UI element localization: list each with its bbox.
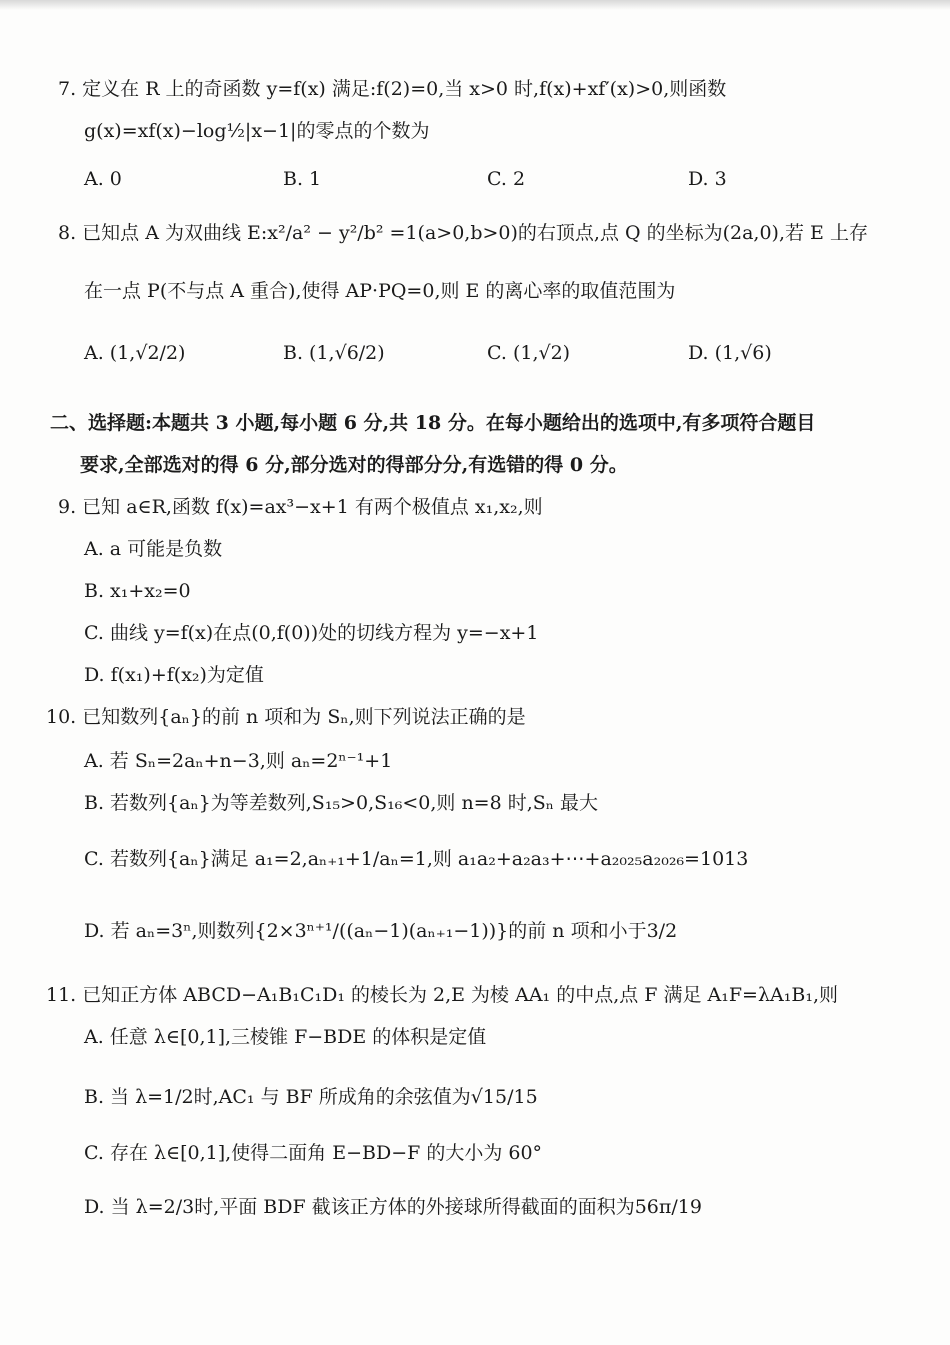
section-2-heading: 二、选择题:本题共 3 小题,每小题 6 分,共 18 分。在每小题给出的选项中,有多项符合题目: [50, 412, 816, 434]
scan-edge-shadow: [0, 0, 950, 10]
question-10-stem: 10. 已知数列{aₙ}的前 n 项和为 Sₙ,则下列说法正确的是: [46, 706, 526, 728]
question-7-line-1: 7. 定义在 R 上的奇函数 y=f(x) 满足:f(2)=0,当 x>0 时,f(x)+xf′(x)>0,则函数: [58, 78, 727, 100]
question-9-option-d: D. f(x₁)+f(x₂)为定值: [84, 664, 264, 686]
question-7-line-2: g(x)=xf(x)−log½|x−1|的零点的个数为: [84, 120, 430, 142]
section-2-instructions: 要求,全部选对的得 6 分,部分选对的得部分分,有选错的得 0 分。: [80, 454, 628, 476]
question-7-option-b: B. 1: [283, 168, 322, 190]
question-10-option-a: A. 若 Sₙ=2aₙ+n−3,则 aₙ=2ⁿ⁻¹+1: [84, 750, 393, 772]
question-10-option-d: D. 若 aₙ=3ⁿ,则数列{2×3ⁿ⁺¹/((aₙ−1)(aₙ₊₁−1))}的前 n 项和小于3/2: [84, 920, 678, 942]
question-8-option-a: A. (1,√2/2): [84, 342, 186, 364]
question-11-stem: 11. 已知正方体 ABCD−A₁B₁C₁D₁ 的棱长为 2,E 为棱 AA₁ 的中点,点 F 满足 A₁F=λA₁B₁,则: [46, 984, 838, 1006]
question-8-option-c: C. (1,√2): [487, 342, 571, 364]
question-11-option-a: A. 任意 λ∈[0,1],三棱锥 F−BDE 的体积是定值: [84, 1026, 487, 1048]
question-9-option-c: C. 曲线 y=f(x)在点(0,f(0))处的切线方程为 y=−x+1: [84, 622, 539, 644]
question-11-option-b: B. 当 λ=1/2时,AC₁ 与 BF 所成角的余弦值为√15/15: [84, 1086, 538, 1108]
question-11-option-d: D. 当 λ=2/3时,平面 BDF 截该正方体的外接球所得截面的面积为56π/19: [84, 1196, 702, 1218]
question-8-line-2: 在一点 P(不与点 A 重合),使得 AP·PQ=0,则 E 的离心率的取值范围为: [84, 280, 676, 302]
question-9-option-b: B. x₁+x₂=0: [84, 580, 191, 602]
question-11-option-c: C. 存在 λ∈[0,1],使得二面角 E−BD−F 的大小为 60°: [84, 1142, 543, 1164]
question-8-option-d: D. (1,√6): [688, 342, 772, 364]
question-7-option-d: D. 3: [688, 168, 727, 190]
question-10-option-b: B. 若数列{aₙ}为等差数列,S₁₅>0,S₁₆<0,则 n=8 时,Sₙ 最大: [84, 792, 599, 814]
question-10-option-c: C. 若数列{aₙ}满足 a₁=2,aₙ₊₁+1/aₙ=1,则 a₁a₂+a₂a₃+⋯+a₂₀₂₅a₂₀₂₆=1013: [84, 848, 749, 870]
question-8-option-b: B. (1,√6/2): [283, 342, 385, 364]
question-7-option-c: C. 2: [487, 168, 526, 190]
question-9-stem: 9. 已知 a∈R,函数 f(x)=ax³−x+1 有两个极值点 x₁,x₂,则: [58, 496, 543, 518]
question-8-line-1: 8. 已知点 A 为双曲线 E:x²/a² − y²/b² =1(a>0,b>0)的右顶点,点 Q 的坐标为(2a,0),若 E 上存: [58, 222, 868, 244]
question-7-option-a: A. 0: [84, 168, 122, 190]
question-9-option-a: A. a 可能是负数: [84, 538, 223, 560]
